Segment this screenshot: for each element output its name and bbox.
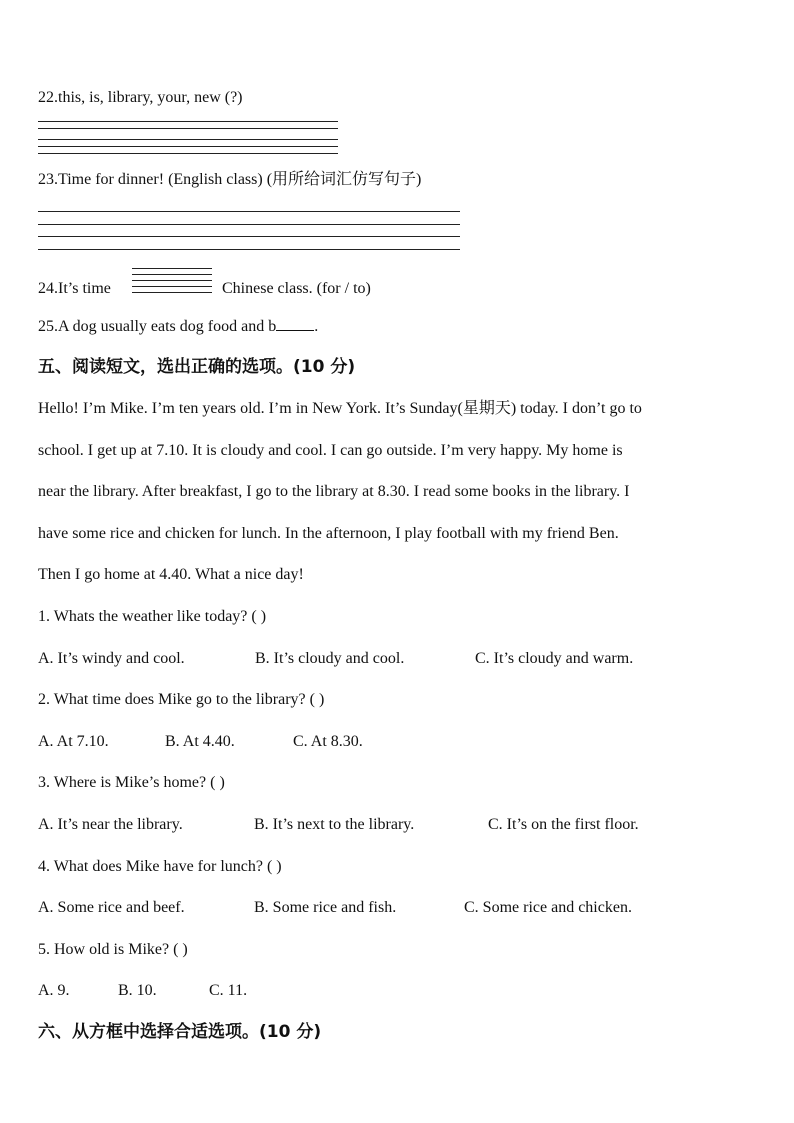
- passage-line: have some rice and chicken for lunch. In the afternoon, I play football with my friend Ben.: [38, 525, 619, 542]
- answer-line: [132, 274, 212, 275]
- reading-question-2: 2. What time does Mike go to the library? ( ): [38, 691, 325, 708]
- question-24-prefix: 24.It’s time: [38, 280, 111, 297]
- answer-line: [38, 128, 338, 129]
- passage-line: school. I get up at 7.10. It is cloudy and cool. I can go outside. I’m very happy. My home is: [38, 442, 623, 459]
- answer-line: [38, 224, 460, 225]
- option-c[interactable]: C. It’s cloudy and warm.: [475, 650, 634, 667]
- q25-prefix: 25.A dog usually eats dog food and b: [38, 318, 277, 335]
- answer-line: [38, 139, 338, 140]
- section-5-title: 五、阅读短文，选出正确的选项。(10 分): [38, 357, 356, 377]
- answer-line: [132, 292, 212, 293]
- passage-line: near the library. After breakfast, I go to the library at 8.30. I read some books in the library. I: [38, 483, 630, 500]
- question-24-suffix: Chinese class. (for / to): [222, 280, 371, 297]
- option-b[interactable]: B. Some rice and fish.: [254, 899, 397, 916]
- answer-line: [38, 236, 460, 237]
- answer-line: [132, 286, 212, 287]
- reading-question-1: 1. Whats the weather like today? ( ): [38, 608, 267, 625]
- q25-suffix: .: [314, 318, 319, 335]
- answer-line: [38, 249, 460, 250]
- option-c[interactable]: C. 11.: [209, 982, 248, 999]
- section-6-title: 六、从方框中选择合适选项。(10 分): [38, 1022, 322, 1042]
- question-22: 22.this, is, library, your, new (?): [38, 89, 243, 106]
- answer-line: [132, 280, 212, 281]
- option-a[interactable]: A. At 7.10.: [38, 733, 109, 750]
- option-b[interactable]: B. It’s cloudy and cool.: [255, 650, 405, 667]
- option-c[interactable]: C. Some rice and chicken.: [464, 899, 632, 916]
- question-23: 23.Time for dinner! (English class) (用所给词汇仿写句子): [38, 171, 422, 188]
- reading-question-5: 5. How old is Mike? ( ): [38, 941, 188, 958]
- option-a[interactable]: A. It’s near the library.: [38, 816, 183, 833]
- q25-blank[interactable]: [276, 316, 314, 331]
- option-a[interactable]: A. 9.: [38, 982, 70, 999]
- option-c[interactable]: C. It’s on the first floor.: [488, 816, 639, 833]
- answer-line: [38, 121, 338, 122]
- option-b[interactable]: B. 10.: [118, 982, 157, 999]
- reading-question-4: 4. What does Mike have for lunch? ( ): [38, 858, 282, 875]
- answer-line: [38, 146, 338, 147]
- passage-line: Hello! I’m Mike. I’m ten years old. I’m in New York. It’s Sunday(星期天) today. I don’t go to: [38, 400, 642, 417]
- option-b[interactable]: B. It’s next to the library.: [254, 816, 415, 833]
- question-25: [38, 316, 318, 337]
- option-b[interactable]: B. At 4.40.: [165, 733, 235, 750]
- option-c[interactable]: C. At 8.30.: [293, 733, 363, 750]
- option-a[interactable]: A. It’s windy and cool.: [38, 650, 185, 667]
- reading-question-3: 3. Where is Mike’s home? ( ): [38, 774, 225, 791]
- option-a[interactable]: A. Some rice and beef.: [38, 899, 185, 916]
- answer-line: [38, 211, 460, 212]
- answer-line: [38, 153, 338, 154]
- passage-line: Then I go home at 4.40. What a nice day!: [38, 566, 304, 583]
- answer-line: [132, 268, 212, 269]
